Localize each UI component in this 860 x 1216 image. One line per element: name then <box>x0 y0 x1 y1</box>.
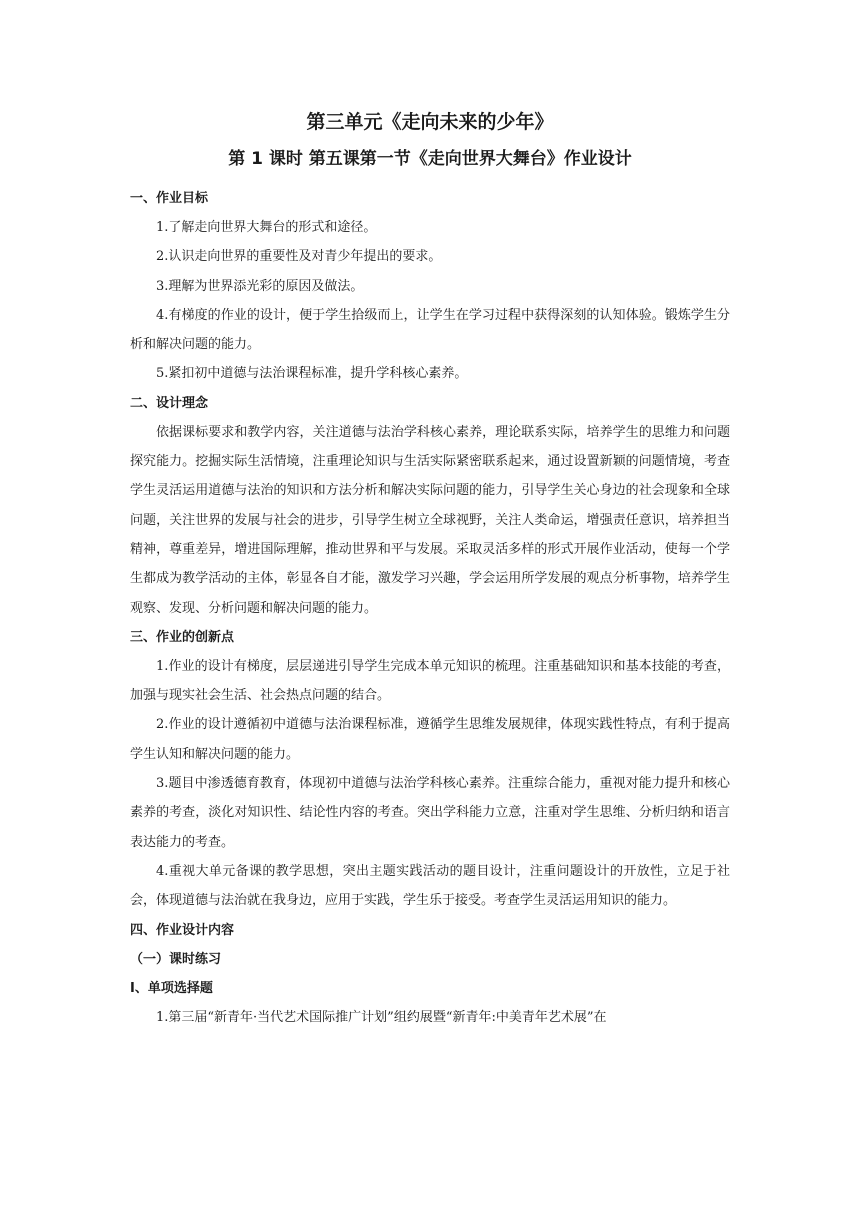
question-1: 1.第三届“新青年·当代艺术国际推广计划”组约展暨“新青年:中美青年艺术展”在 <box>156 1009 607 1025</box>
part-heading-single-choice: Ⅰ、单项选择题 <box>130 980 213 996</box>
subsection-heading-practice: （一）课时练习 <box>130 951 222 967</box>
objective-item: 2.认识走向世界的重要性及对青少年提出的要求。 <box>156 249 442 265</box>
objective-item: 3.理解为世界添光彩的原因及做法。 <box>156 278 364 294</box>
innovation-item: 4.重视大单元备课的教学思想，突出主题实践活动的题目设计，注重问题设计的开放性，立足于社会，体现道德与法治就在我身边，应用于实践，学生乐于接受。考查学生灵活运用知识的能力。 <box>130 863 730 909</box>
objective-item: 4.有梯度的作业的设计，便于学生拾级而上，让学生在学习过程中获得深刻的认知体验。锻炼学生分析和解决问题的能力。 <box>130 307 730 353</box>
document-subtitle: 第 1 课时 第五课第一节《走向世界大舞台》作业设计 <box>228 149 632 169</box>
section-heading-objectives: 一、作业目标 <box>130 191 209 206</box>
design-concept-paragraph: 依据课标要求和教学内容，关注道德与法治学科核心素养，理论联系实际，培养学生的思维力和问题探究能力。挖掘实际生活情境，注重理论知识与生活实际紧密联系起来，通过设置新颖的问题情境，考查学生灵活运用道德与法治的知识和方法分析和解决实际问题的能力，引导学生关心身边的社会现象和全球问题，关注世界的发展与社会的进步，引导学生树立全球视野，关注人类命运，增强责任意识，培养担当精神，尊重差异，增进国际理解，推动世界和平与发展。采取灵活多样的形式开展作业活动，使每一个学生都成为教学活动的主体，彰显各自才能，激发学习兴趣，学会运用所学发展的观点分析事物，培养学生观察、发现、分析问题和解决问题的能力。 <box>130 424 730 616</box>
section-heading-content: 四、作业设计内容 <box>130 922 235 938</box>
objective-item: 5.紧扣初中道德与法治课程标准，提升学科核心素养。 <box>156 366 468 382</box>
document-title: 第三单元《走向未来的少年》 <box>306 111 554 133</box>
objective-item: 1.了解走向世界大舞台的形式和途径。 <box>156 220 377 235</box>
innovation-item: 3.题目中渗透德育教育，体现初中道德与法治学科核心素养。注重综合能力，重视对能力提升和核心素养的考查，淡化对知识性、结论性内容的考查。突出学科能力立意，注重对学生思维、分析归纳和语言表达能力的考查。 <box>130 776 730 850</box>
innovation-item: 2.作业的设计遵循初中道德与法治课程标准，遵循学生思维发展规律，体现实践性特点，有利于提高学生认知和解决问题的能力。 <box>130 717 730 762</box>
section-heading-design-concept: 二、设计理念 <box>130 395 209 411</box>
section-heading-innovations: 三、作业的创新点 <box>130 629 235 645</box>
innovation-item: 1.作业的设计有梯度，层层递进引导学生完成本单元知识的梳理。注重基础知识和基本技能的考查，加强与现实社会生活、社会热点问题的结合。 <box>130 658 730 704</box>
document-page <box>130 108 730 1032</box>
